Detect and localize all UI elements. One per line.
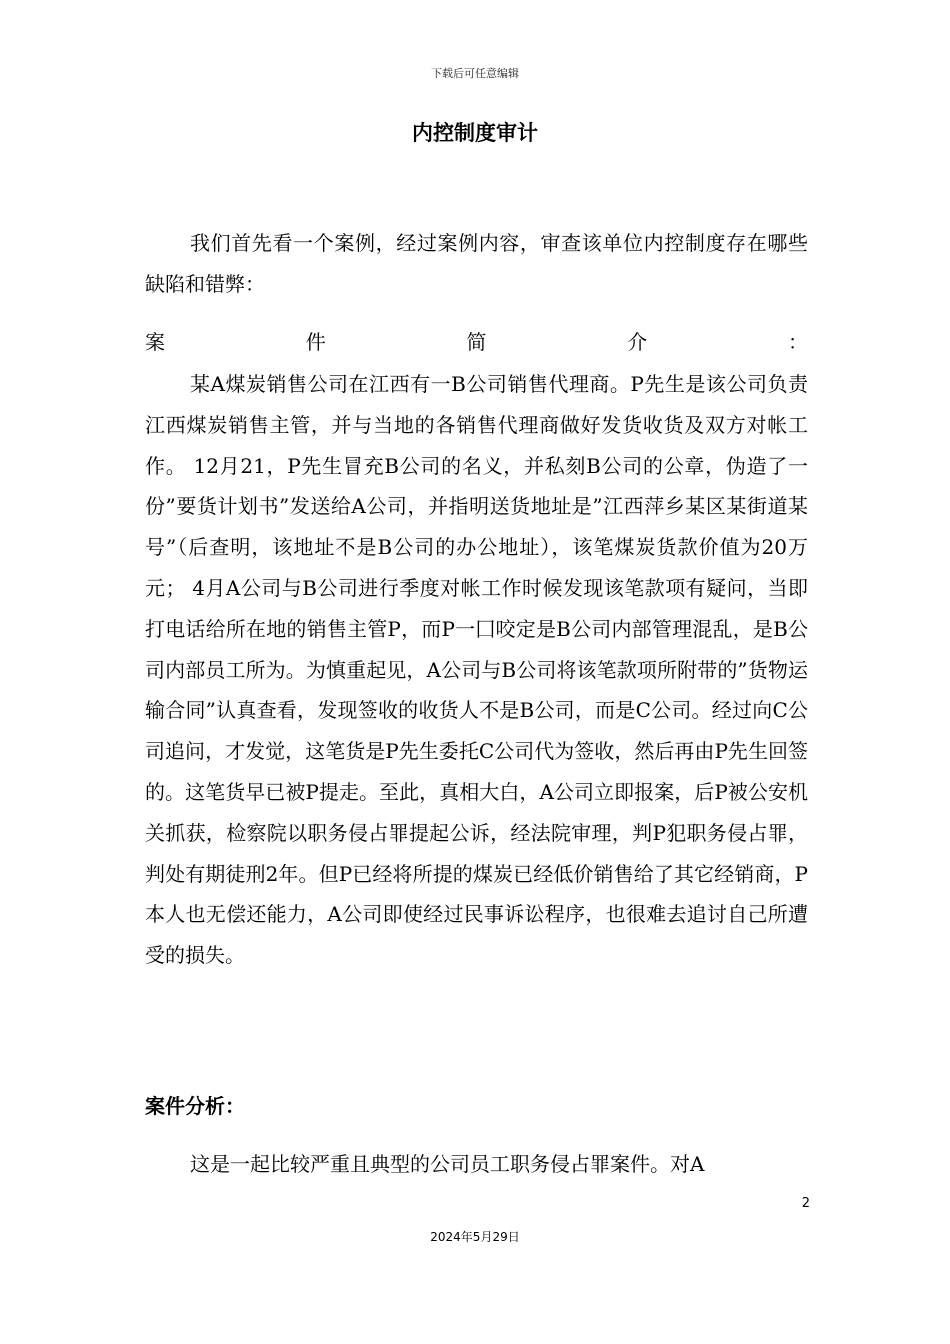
intro-paragraph: 我们首先看一个案例，经过案例内容，审查该单位内控制度存在哪些缺陷和错弊： <box>145 231 808 296</box>
case-heading-char: ： <box>788 330 808 354</box>
footer-date: 2024年5月29日 <box>430 1230 520 1244</box>
case-heading-char: 介 <box>627 330 648 354</box>
case-heading <box>145 322 808 362</box>
case-heading-char: 件 <box>305 330 326 354</box>
case-body-paragraph: 某A煤炭销售公司在江西有一B公司销售代理商。P先生是该公司负责江西煤炭销售主管，并与当地的各销售代理商做好发货收货及双方对帐工作。 12月21，P先生冒充B公司的名义，并私刻B公司的公章，伪造了一份”要货计划书”发送给A公司，并指明送货地址是”江西萍乡某区某街道某号”（后查明，该地址不是B公司的办公地址），该笔煤炭货款价值为20万元； 4月A公司与B公司进行季度对帐工作时候发现该笔款项有疑问，当即打电话给所在地的销售主管P，而P一囗咬定是B公司内部管理混乱，是B公司内部员工所为。为慎重起见，A公司与B公司将该笔款项所附带的”货物运输合同”认真查看，发现签收的收货人不是B公司，而是C公司。经过向C公司追问，才发觉，这笔货是P先生委托C公司代为签收，然后再由P先生回签的。这笔货早已被P提走。至此，真相大白，A公司立即报案，后P被公安机关抓获，检察院以职务侵占罪提起公诉，经法院审理，判P犯职务侵占罪，判处有期徒刑2年。但P已经将所提的煤炭已经低价销售给了其它经销商，P本人也无偿还能力，A公司即使经过民事诉讼程序，也很难去追讨自己所遭受的损失。 <box>145 372 808 968</box>
case-heading-char: 案 <box>145 330 165 354</box>
case-heading-char: 简 <box>466 330 487 354</box>
document-title: 内控制度审计 <box>412 121 538 145</box>
analysis-paragraph: 这是一起比较严重且典型的公司员工职务侵占罪案件。对A <box>190 1152 705 1176</box>
analysis-heading: 案件分析： <box>145 1094 245 1118</box>
page-number: 2 <box>801 1196 810 1211</box>
page-header-note: 下载后可任意编辑 <box>431 67 519 80</box>
